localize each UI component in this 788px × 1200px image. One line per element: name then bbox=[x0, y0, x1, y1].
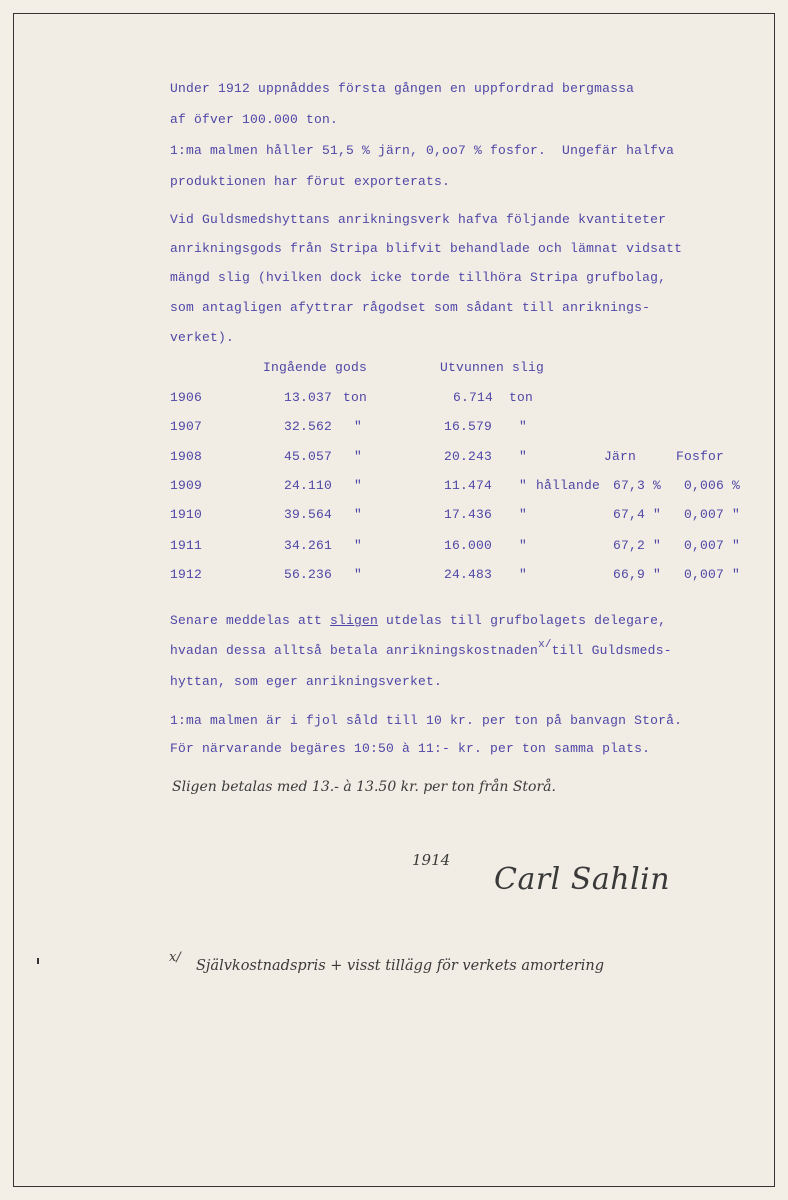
handwritten-note: Sligen betalas med 13.- à 13.50 kr. per ton från Storå. bbox=[172, 779, 556, 795]
table-cell-gods-unit: " bbox=[354, 478, 363, 493]
paragraph3-line3: hyttan, som eger anrikningsverket. bbox=[170, 674, 443, 689]
paragraph4-line1: 1:ma malmen är i fjol såld till 10 kr. per ton på banvagn Storå. bbox=[170, 713, 683, 728]
paragraph3-line2-post: till Guldsmeds- bbox=[551, 643, 672, 658]
table-cell-gods-unit: " bbox=[354, 419, 363, 434]
paragraph2-line4: som antagligen afyttrar rågodset som sådant till anriknings- bbox=[170, 300, 651, 315]
table-cell-gods: 34.261 bbox=[284, 538, 333, 553]
margin-mark bbox=[37, 958, 39, 964]
table-cell-gods-unit: ton bbox=[343, 390, 368, 405]
paragraph1-line3: 1:ma malmen håller 51,5 % järn, 0,oo7 % fosfor. Ungefär halfva bbox=[170, 143, 675, 158]
table-cell-year: 1911 bbox=[170, 538, 203, 553]
table-cell-slig: 16.579 bbox=[444, 419, 493, 434]
table-cell-year: 1909 bbox=[170, 478, 203, 493]
table-cell-slig-unit: " bbox=[519, 449, 528, 464]
table-cell-jarn: 66,9 " bbox=[613, 567, 662, 582]
paragraph2-line3: mängd slig (hvilken dock icke torde tillhöra Stripa grufbolag, bbox=[170, 270, 667, 285]
table-cell-year: 1907 bbox=[170, 419, 203, 434]
table-cell-slig: 17.436 bbox=[444, 507, 493, 522]
paragraph2-line1: Vid Guldsmedshyttans anrikningsverk hafva följande kvantiteter bbox=[170, 212, 667, 227]
table-cell-jarn: 67,3 % bbox=[613, 478, 662, 493]
table-cell-slig-unit: " bbox=[519, 538, 528, 553]
table-cell-gods-unit: " bbox=[354, 507, 363, 522]
table-cell-fosfor: 0,006 % bbox=[684, 478, 741, 493]
table-cell-jarn: 67,2 " bbox=[613, 538, 662, 553]
table-cell-slig: 20.243 bbox=[444, 449, 493, 464]
table-cell-slig: 6.714 bbox=[453, 390, 494, 405]
paragraph1-line1: Under 1912 uppnåddes första gången en uppfordrad bergmassa bbox=[170, 81, 635, 96]
paragraph3-line1-pre: Senare meddelas att bbox=[170, 613, 331, 628]
table-cell-fosfor: 0,007 " bbox=[684, 538, 741, 553]
signature: Carl Sahlin bbox=[494, 862, 671, 897]
table-cell-gods-unit: " bbox=[354, 449, 363, 464]
table-header-fosfor: Fosfor bbox=[676, 449, 725, 464]
table-cell-slig-unit: " bbox=[519, 478, 528, 493]
paragraph3-line2-pre: hvadan dessa alltså betala anrikningskostnaden bbox=[170, 643, 539, 658]
table-cell-slig-unit: " bbox=[519, 567, 528, 582]
table-header-jarn: Järn bbox=[604, 449, 637, 464]
table-cell-slig: 24.483 bbox=[444, 567, 493, 582]
handwritten-footnote-mark: x/ bbox=[169, 950, 181, 965]
paragraph1-line2: af öfver 100.000 ton. bbox=[170, 112, 339, 127]
paragraph2-line2: anrikningsgods från Stripa blifvit behandlade och lämnat vidsatt bbox=[170, 241, 683, 256]
handwritten-footnote: Självkostnadspris + visst tillägg för verkets amortering bbox=[196, 958, 604, 974]
table-cell-gods: 45.057 bbox=[284, 449, 333, 464]
table-cell-slig: 11.474 bbox=[444, 478, 493, 493]
table-header-ingaende: Ingående gods bbox=[263, 360, 368, 375]
paragraph3-line1 bbox=[170, 613, 666, 629]
table-cell-slig-unit: " bbox=[519, 419, 528, 434]
table-cell-year: 1912 bbox=[170, 567, 203, 582]
table-cell-gods: 39.564 bbox=[284, 507, 333, 522]
table-cell-slig-unit: " bbox=[519, 507, 528, 522]
table-cell-slig: 16.000 bbox=[444, 538, 493, 553]
table-cell-gods: 24.110 bbox=[284, 478, 333, 493]
paragraph3-line2 bbox=[170, 639, 672, 660]
table-cell-year: 1908 bbox=[170, 449, 203, 464]
table-cell-gods-unit: " bbox=[354, 538, 363, 553]
paragraph2-line5: verket). bbox=[170, 330, 235, 345]
paragraph1-line4: produktionen har förut exporterats. bbox=[170, 174, 451, 189]
paragraph3-line1-post: utdelas till grufbolagets delegare, bbox=[378, 613, 667, 628]
table-cell-fosfor: 0,007 " bbox=[684, 567, 741, 582]
table-cell-fosfor: 0,007 " bbox=[684, 507, 741, 522]
table-cell-gods: 56.236 bbox=[284, 567, 333, 582]
document-page bbox=[15, 15, 773, 1185]
table-header-utvunnen: Utvunnen slig bbox=[440, 360, 545, 375]
table-cell-year: 1906 bbox=[170, 390, 203, 405]
table-cell-extra: hållande bbox=[536, 478, 601, 493]
table-cell-gods-unit: " bbox=[354, 567, 363, 582]
table-cell-year: 1910 bbox=[170, 507, 203, 522]
handwritten-year: 1914 bbox=[412, 851, 451, 869]
table-cell-jarn: 67,4 " bbox=[613, 507, 662, 522]
table-cell-gods: 32.562 bbox=[284, 419, 333, 434]
table-cell-gods: 13.037 bbox=[284, 390, 333, 405]
paragraph4-line2: För närvarande begäres 10:50 à 11:- kr. per ton samma plats. bbox=[170, 741, 651, 756]
footnote-marker: x/ bbox=[538, 639, 552, 651]
table-cell-slig-unit: ton bbox=[509, 390, 534, 405]
underlined-word: sligen bbox=[330, 613, 379, 628]
